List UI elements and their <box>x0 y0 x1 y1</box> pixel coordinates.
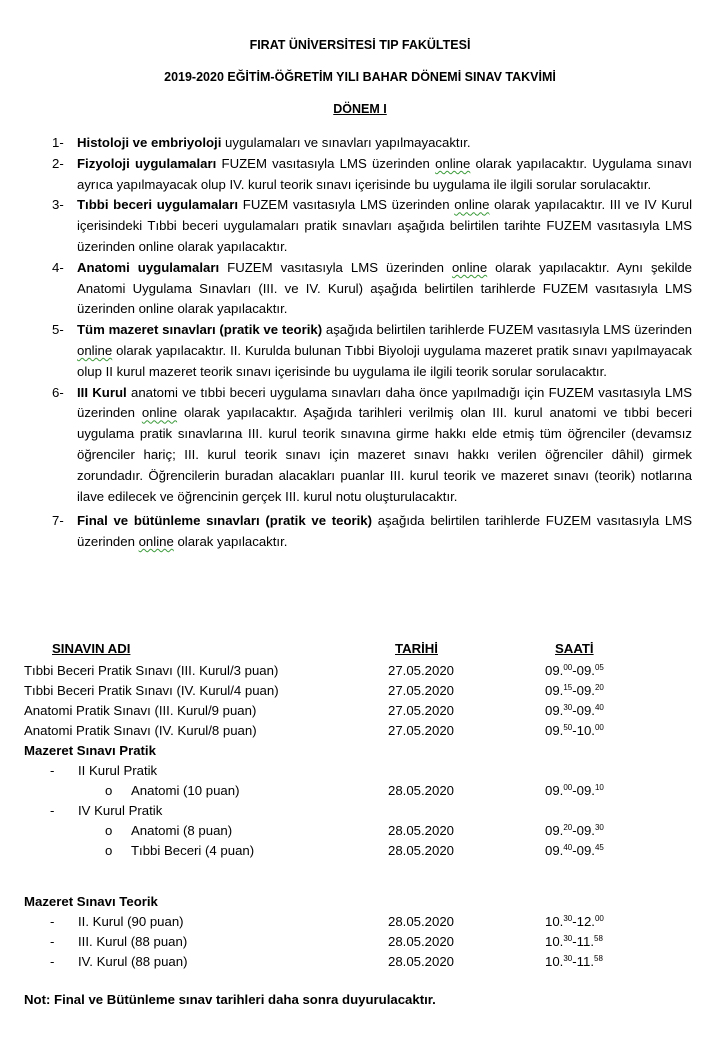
time-part: -09. <box>572 663 595 678</box>
time-part: 09. <box>545 783 564 798</box>
time-minutes: 30 <box>563 914 573 923</box>
item-number: 7- <box>52 513 64 529</box>
list-item <box>40 133 692 154</box>
subgroup-label: IV Kurul Pratik <box>78 803 163 818</box>
table-row <box>0 841 720 861</box>
online-word: online <box>138 534 174 550</box>
time-minutes: 40 <box>563 843 573 852</box>
circle-bullet: o <box>105 843 113 858</box>
table-header <box>0 639 720 659</box>
exam-time <box>545 781 604 801</box>
item-text: FUZEM vasıtasıyla LMS üzerinden <box>219 259 452 275</box>
schedule-title: 2019-2020 EĞİTİM-ÖĞRETİM YILI BAHAR DÖNEMİ SINAV TAKVİMİ <box>164 70 556 84</box>
exam-name: Tıbbi Beceri Pratik Sınavı (IV. Kurul/4 puan) <box>24 683 279 698</box>
time-minutes: 30 <box>563 703 573 712</box>
time-part: 09. <box>545 703 564 718</box>
time-minutes: 30 <box>563 954 573 963</box>
item-text: uygulamaları ve sınavları yapılmayacaktır. <box>221 135 471 150</box>
exam-name: Anatomi (10 puan) <box>131 783 240 798</box>
column-header-name: SINAVIN ADI <box>52 641 131 656</box>
time-part: -09. <box>572 823 595 838</box>
term-title: DÖNEM I <box>333 102 387 116</box>
item-text: olarak yapılacaktır. Aşağıda tarihleri verilmiş olan III. kurul anatomi ve tıbbi beceri uygulama pratik sınavlarına III. kurul teorik sınavına girme hakkı elde etmiş tüm öğrenciler (devamsız öğrenciler hariç; III. kurul teorik sınavı için mazeret sınavı hakkı verilen öğrenciler dâhil) girmek zorundadır. Öğrencilerin buradan alacakları puanlar III. kurul teorik ve mazeret sınavı (teorik) notlarına ilave edilecek ve öğrencinin gerçek III. kurul notu oluşturulacaktır. <box>77 405 692 504</box>
time-minutes: 30 <box>563 934 573 943</box>
exam-date: 28.05.2020 <box>388 914 455 929</box>
time-minutes: 00 <box>563 663 573 672</box>
time-part: 10. <box>545 954 564 969</box>
table-row <box>0 781 720 801</box>
time-minutes: 58 <box>594 954 603 963</box>
table-row <box>0 721 720 741</box>
exam-date: 28.05.2020 <box>388 843 455 858</box>
item-subject: Tıbbi beceri uygulamaları <box>77 197 239 213</box>
exam-name: Anatomi Pratik Sınavı (IV. Kurul/8 puan) <box>24 723 257 738</box>
list-item <box>40 511 692 553</box>
time-part: -09. <box>572 703 595 718</box>
time-minutes: 00 <box>594 723 604 732</box>
exam-time <box>545 721 604 741</box>
list-item <box>40 154 692 196</box>
item-subject: Tüm mazeret sınavları (pratik ve teorik) <box>77 322 323 338</box>
exam-date: 27.05.2020 <box>388 683 455 698</box>
online-word: online <box>141 405 178 421</box>
makeup-practical-heading <box>0 741 720 761</box>
item-text: olarak yapılacaktır. II. Kurulda bulunan Tıbbi Biyoloji uygulama mazeret pratik sınavı yapılmayacak olup II kurul mazeret teorik sınavı içerisinde bu uygulama ile ilgili teorik sorular sorulacaktır. <box>77 342 692 379</box>
item-text: anatomi ve tıbbi beceri uygulama sınavları daha önce yapılmadığı için FUZEM vasıtasıyla LMS üzerinden <box>77 384 692 421</box>
exam-date: 28.05.2020 <box>388 934 455 949</box>
exam-date: 27.05.2020 <box>388 703 455 718</box>
circle-bullet: o <box>105 783 113 798</box>
time-part: -09. <box>572 843 595 858</box>
column-header-time: SAATİ <box>555 641 594 656</box>
exam-name: Tıbbi Beceri Pratik Sınavı (III. Kurul/3 puan) <box>24 663 279 678</box>
circle-bullet: o <box>105 823 113 838</box>
table-row <box>0 952 720 972</box>
item-subject: Final ve bütünleme sınavları (pratik ve teorik) <box>77 513 373 529</box>
time-part: -11. <box>572 954 594 969</box>
time-part: 09. <box>545 663 564 678</box>
table-row <box>0 701 720 721</box>
dash-bullet: - <box>50 934 55 949</box>
exam-name: Tıbbi Beceri (4 puan) <box>131 843 255 858</box>
time-minutes: 05 <box>594 663 604 672</box>
item-subject: Histoloji ve embriyoloji <box>77 135 222 150</box>
group-title: Mazeret Sınavı Teorik <box>24 894 158 909</box>
exam-time <box>545 681 604 701</box>
time-minutes: 58 <box>594 934 603 943</box>
time-part: 10. <box>545 934 564 949</box>
list-item <box>40 320 692 382</box>
exam-time <box>545 661 604 681</box>
time-part: -10. <box>572 723 595 738</box>
item-number: 3- <box>52 197 64 213</box>
exam-time <box>545 821 604 841</box>
list-item <box>40 383 692 508</box>
exam-date: 27.05.2020 <box>388 723 455 738</box>
exam-time <box>545 932 603 952</box>
time-part: -09. <box>572 783 595 798</box>
online-word: online <box>77 342 113 358</box>
exam-name: Anatomi Pratik Sınavı (III. Kurul/9 puan) <box>24 703 257 718</box>
exam-name: IV. Kurul (88 puan) <box>78 954 188 969</box>
time-minutes: 10 <box>594 783 604 792</box>
time-part: -11. <box>572 934 594 949</box>
item-text: aşağıda belirtilen tarihlerde FUZEM vasıtasıyla LMS üzerinden <box>322 322 692 338</box>
footer-note: Not: Final ve Bütünleme sınav tarihleri daha sonra duyurulacaktır. <box>24 992 436 1007</box>
item-subject: III Kurul <box>77 384 127 400</box>
online-word: online <box>454 197 490 213</box>
exam-time <box>545 841 604 861</box>
dash-bullet: - <box>50 954 55 969</box>
list-item <box>0 761 720 781</box>
item-text: olarak yapılacaktır. <box>173 534 288 550</box>
rules-list <box>40 133 692 553</box>
table-row <box>0 932 720 952</box>
subgroup-label: II Kurul Pratik <box>78 763 158 778</box>
item-number: 4- <box>52 259 64 275</box>
exam-time <box>545 912 604 932</box>
exam-date: 27.05.2020 <box>388 663 455 678</box>
item-text: aşağıda belirtilen tarihlerde FUZEM vasıtasıyla LMS üzerinden <box>77 513 692 550</box>
exam-time <box>545 701 604 721</box>
exam-name: III. Kurul (88 puan) <box>78 934 188 949</box>
item-text: FUZEM vasıtasıyla LMS üzerinden <box>238 197 455 213</box>
item-text: olarak yapılacaktır. Aynı şekilde Anatomi Uygulama Sınavları (III. ve IV. Kurul) aşağıda belirtilen tarihlerde FUZEM vasıtasıyla LMS üzerinden online olarak yapılacaktır. <box>77 259 692 317</box>
item-text: olarak yapılacaktır. Uygulama sınavı ayrıca yapılmayacak olup IV. kurul teorik sınavı içerisinde bu uygulama ile ilgili sorular sorulacaktır. <box>77 155 692 192</box>
time-minutes: 45 <box>594 843 604 852</box>
exam-name: Anatomi (8 puan) <box>131 823 233 838</box>
group-title: Mazeret Sınavı Pratik <box>24 743 156 758</box>
item-subject: Fizyoloji uygulamaları <box>77 155 217 171</box>
item-number: 1- <box>52 135 64 150</box>
time-minutes: 20 <box>563 823 573 832</box>
table-row <box>0 681 720 701</box>
time-minutes: 50 <box>563 723 573 732</box>
time-part: -09. <box>572 683 595 698</box>
item-number: 6- <box>52 384 64 400</box>
time-minutes: 30 <box>594 823 604 832</box>
list-item <box>0 801 720 821</box>
dash-bullet: - <box>50 803 55 818</box>
item-number: 5- <box>52 322 64 338</box>
table-row <box>0 912 720 932</box>
item-subject: Anatomi uygulamaları <box>77 259 220 275</box>
exam-name: II. Kurul (90 puan) <box>78 914 184 929</box>
online-word: online <box>451 259 488 275</box>
item-number: 2- <box>52 155 64 171</box>
makeup-theory-heading <box>0 892 720 912</box>
item-text: olarak yapılacaktır. III ve IV Kurul içerisindeki Tıbbi beceri uygulamaları pratik sınavları aşağıda belirtilen tarihte FUZEM vasıtasıyla LMS üzerinden online olarak yapılacaktır. <box>77 197 693 254</box>
list-item <box>40 258 692 320</box>
time-minutes: 00 <box>563 783 573 792</box>
time-part: 09. <box>545 683 564 698</box>
time-minutes: 20 <box>594 683 604 692</box>
time-part: 09. <box>545 843 564 858</box>
time-minutes: 40 <box>594 703 604 712</box>
column-header-date: TARİHİ <box>395 641 438 656</box>
table-row <box>0 821 720 841</box>
time-minutes: 15 <box>563 683 573 692</box>
online-word: online <box>435 155 471 171</box>
exam-time <box>545 952 603 972</box>
dash-bullet: - <box>50 914 55 929</box>
item-text: FUZEM vasıtasıyla LMS üzerinden <box>216 155 436 171</box>
exam-date: 28.05.2020 <box>388 954 455 969</box>
table-row <box>0 661 720 681</box>
exam-date: 28.05.2020 <box>388 783 455 798</box>
time-part: -12. <box>572 914 595 929</box>
dash-bullet: - <box>50 763 55 778</box>
time-minutes: 00 <box>594 914 604 923</box>
time-part: 09. <box>545 723 564 738</box>
university-title: FIRAT ÜNİVERSİTESİ TIP FAKÜLTESİ <box>249 38 471 52</box>
list-item <box>40 195 692 257</box>
time-part: 10. <box>545 914 564 929</box>
exam-date: 28.05.2020 <box>388 823 455 838</box>
time-part: 09. <box>545 823 564 838</box>
